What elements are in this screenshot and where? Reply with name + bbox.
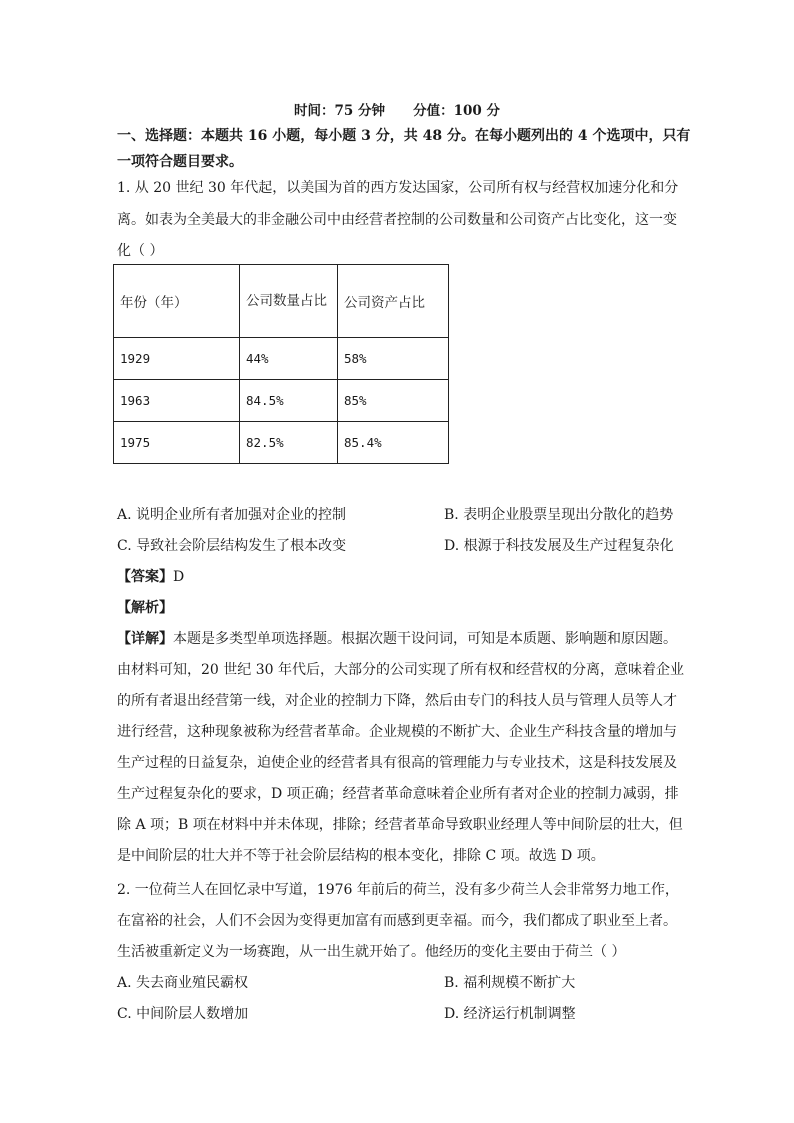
table-cell: 1975 — [114, 422, 240, 464]
q1-stem-line2: 离。如表为全美最大的非金融公司中由经营者控制的公司数量和公司资产占比变化，这一变 — [117, 212, 677, 228]
q2-option-b: B. 福利规模不断扩大 — [444, 975, 576, 991]
table-header-cell: 年份（年） — [114, 265, 240, 338]
q2-option-a: A. 失去商业殖民霸权 — [117, 975, 249, 991]
detail-label: 【详解】 — [117, 631, 173, 647]
table-cell: 44% — [240, 338, 338, 380]
q1-answer — [117, 566, 184, 586]
answer-value: D — [173, 569, 185, 585]
section-title-line2: 一项符合题目要求。 — [117, 154, 243, 170]
q1-detail-line4: 进行经营，这种现象被称为经营者革命。企业规模的不断扩大、企业生产科技含量的增加与 — [117, 724, 677, 740]
q1-data-table — [113, 264, 449, 464]
q1-detail-line2: 由材料可知，20 世纪 30 年代后，大部分的公司实现了所有权和经营权的分离，意味着企业 — [117, 662, 684, 678]
q1-detail-line7: 除 A 项；B 项在材料中并未体现，排除；经营者革命导致职业经理人等中间阶层的壮大，但 — [117, 817, 683, 833]
q1-detail-line1 — [117, 628, 677, 648]
q1-detail-line6: 生产过程复杂化的要求，D 项正确；经营者革命意味着企业所有者对企业的控制力减弱，排 — [117, 786, 679, 802]
q2-stem-line3: 生活被重新定义为一场赛跑，从一出生就开始了。他经历的变化主要由于荷兰（ ） — [117, 944, 626, 960]
table-header-row — [114, 265, 449, 338]
detail-text: 本题是多类型单项选择题。根据次题干设问词，可知是本质题、影响题和原因题。 — [173, 631, 677, 647]
table-header-cell: 公司资产占比 — [338, 265, 449, 338]
table-cell: 82.5% — [240, 422, 338, 464]
section-title-line1: 一、选择题：本题共 16 小题，每小题 3 分，共 48 分。在每小题列出的 4 个选项中，只有 — [117, 128, 691, 144]
table-cell: 58% — [338, 338, 449, 380]
q2-stem-line2: 在富裕的社会，人们不会因为变得更加富有而感到更幸福。而今，我们都成了职业至上者。 — [117, 913, 677, 929]
q1-detail-line3: 的所有者退出经营第一线，对企业的控制力下降，然后由专门的科技人员与管理人员等人才 — [117, 693, 677, 709]
table-cell: 85.4% — [338, 422, 449, 464]
q1-option-c: C. 导致社会阶层结构发生了根本改变 — [117, 538, 347, 554]
q1-detail-line5: 生产过程的日益复杂，迫使企业的经营者具有很高的管理能力与专业技术，这是科技发展及 — [117, 755, 677, 771]
table-row — [114, 422, 449, 464]
q1-detail-line8: 是中间阶层的壮大并不等于社会阶层结构的根本变化，排除 C 项。故选 D 项。 — [117, 848, 605, 864]
table-cell: 1929 — [114, 338, 240, 380]
q1-option-d: D. 根源于科技发展及生产过程复杂化 — [444, 538, 674, 554]
table-cell: 85% — [338, 380, 449, 422]
table-cell: 84.5% — [240, 380, 338, 422]
q2-stem-line1: 2. 一位荷兰人在回忆录中写道，1976 年前后的荷兰，没有多少荷兰人会非常努力地工作， — [117, 882, 679, 898]
q2-option-d: D. 经济运行机制调整 — [444, 1006, 576, 1022]
table-cell: 1963 — [114, 380, 240, 422]
table-row — [114, 380, 449, 422]
q1-analysis-label: 【解析】 — [117, 600, 173, 616]
exam-time-score: 时间：75 分钟 分值：100 分 — [293, 103, 501, 119]
q1-stem-line3: 化（ ） — [117, 243, 164, 259]
q1-stem-line1: 1. 从 20 世纪 30 年代起，以美国为首的西方发达国家，公司所有权与经营权加速分化和分 — [117, 180, 679, 196]
q2-option-c: C. 中间阶层人数增加 — [117, 1006, 249, 1022]
q1-option-b: B. 表明企业股票呈现出分散化的趋势 — [444, 507, 674, 523]
table-header-cell: 公司数量占比 — [240, 265, 338, 338]
answer-label: 【答案】 — [117, 569, 173, 585]
q1-option-a: A. 说明企业所有者加强对企业的控制 — [117, 507, 347, 523]
table-row — [114, 338, 449, 380]
